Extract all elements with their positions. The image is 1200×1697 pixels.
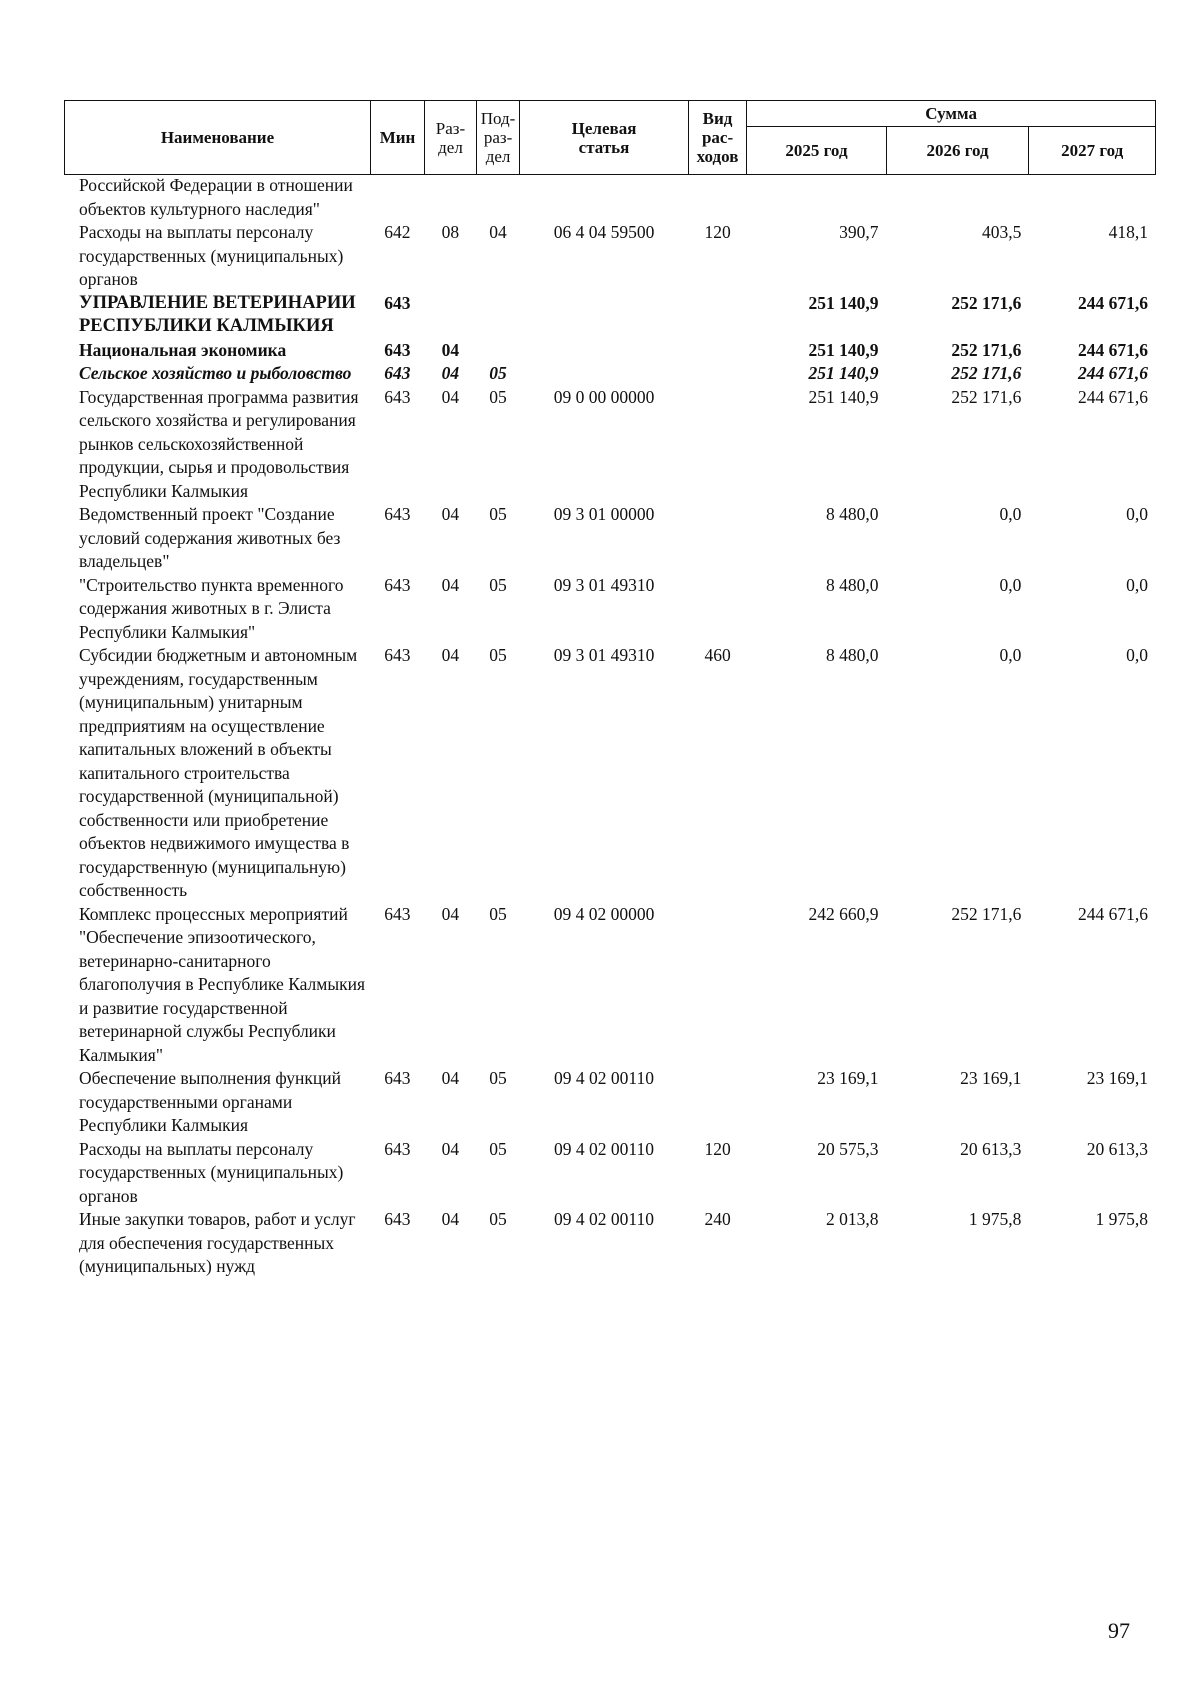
row-min xyxy=(370,174,424,221)
row-name: Российской Федерации в отношении объектов культурного наследия" xyxy=(79,175,353,219)
row-min: 643 xyxy=(384,363,411,383)
row-target: 09 4 02 00110 xyxy=(554,1068,654,1088)
table-row xyxy=(64,1208,1156,1279)
row-sum-2025: 251 140,9 xyxy=(808,363,879,383)
row-vid xyxy=(688,174,746,221)
row-sum-2026: 0,0 xyxy=(999,504,1022,524)
row-target: 09 4 02 00110 xyxy=(554,1209,654,1229)
row-razdel xyxy=(424,174,476,221)
row-sum-2027: 20 613,3 xyxy=(1086,1138,1148,1159)
row-name: Ведомственный проект "Создание условий содержания животных без владельцев" xyxy=(79,504,341,571)
table-row xyxy=(64,644,1156,903)
row-razdel xyxy=(424,292,476,339)
header-podrazdel: Под- раз- дел xyxy=(476,101,519,175)
row-sum-2025: 2 013,8 xyxy=(825,1209,879,1229)
row-name: Комплекс процессных мероприятий "Обеспечение эпизоотического, ветеринарно-санитарного благополучия в Республике Калмыкия и развитие государственной ветеринарной службы Республики Калмыкия" xyxy=(79,903,366,1065)
table-row xyxy=(64,221,1156,292)
row-sum-2027: 1 975,8 xyxy=(1095,1209,1148,1229)
row-vid xyxy=(688,292,746,339)
table-row xyxy=(64,1067,1156,1138)
row-target: 09 3 01 49310 xyxy=(553,574,655,595)
row-sum-2027 xyxy=(1029,174,1156,221)
table-header xyxy=(64,100,1156,175)
row-sum-2026: 252 171,6 xyxy=(951,903,1022,924)
table-row xyxy=(64,1138,1156,1209)
header-name: Наименование xyxy=(65,101,371,175)
row-razdel: 04 xyxy=(441,386,460,407)
row-podrazdel xyxy=(476,339,519,363)
row-min: 643 xyxy=(384,574,411,595)
table-row xyxy=(64,503,1156,574)
row-name: Обеспечение выполнения функций государственными органами Республики Калмыкия xyxy=(79,1068,341,1135)
row-podrazdel xyxy=(476,292,519,339)
row-vid: 460 xyxy=(704,645,731,665)
row-min: 642 xyxy=(384,222,411,242)
row-min: 643 xyxy=(384,1209,411,1229)
row-sum-2027: 418,1 xyxy=(1108,222,1148,242)
header-2026: 2026 год xyxy=(886,127,1029,175)
row-sum-2025: 23 169,1 xyxy=(817,1068,879,1088)
row-sum-2027: 0,0 xyxy=(1126,504,1148,524)
row-min: 643 xyxy=(384,504,411,524)
row-sum-2027: 244 671,6 xyxy=(1078,386,1148,407)
row-sum-2026: 0,0 xyxy=(999,645,1022,665)
header-tselevaya: Целевая статья xyxy=(520,101,689,175)
header-min: Мин xyxy=(370,101,424,175)
row-target: 09 3 01 00000 xyxy=(553,504,655,524)
table-row xyxy=(64,903,1156,1068)
row-vid: 240 xyxy=(704,1209,731,1229)
row-min: 643 xyxy=(384,1138,411,1159)
row-sum-2025: 8 480,0 xyxy=(825,574,879,595)
row-sum-2026: 252 171,6 xyxy=(951,386,1022,407)
header-2025: 2025 год xyxy=(747,127,886,175)
row-podrazdel: 04 xyxy=(489,222,507,242)
table-row xyxy=(64,292,1156,339)
header-vid: Вид рас- ходов xyxy=(688,101,746,175)
row-min: 643 xyxy=(384,1068,411,1088)
row-name: Субсидии бюджетным и автономным учреждениям, государственным (муниципальным) унитарным предприятиям на осуществление капитальных вложений в объекты капитального строительства государственной (муниципальной) собственности или приобретение объектов недвижимого имущества в государственную (муниципальную) собственность xyxy=(79,645,358,900)
table-row xyxy=(64,362,1156,386)
row-target: 09 3 01 49310 xyxy=(553,645,655,665)
row-vid xyxy=(688,903,746,1068)
row-sum-2026: 1 975,8 xyxy=(968,1209,1022,1229)
row-name: Национальная экономика xyxy=(79,339,287,360)
header-2027: 2027 год xyxy=(1029,127,1156,175)
row-vid xyxy=(688,339,746,363)
row-name: Расходы на выплаты персоналу государственных (муниципальных) органов xyxy=(79,1138,344,1206)
row-razdel: 04 xyxy=(441,903,460,924)
row-target: 09 4 02 00110 xyxy=(554,1138,654,1159)
row-sum-2027: 244 671,6 xyxy=(1078,292,1148,313)
table-row xyxy=(64,174,1156,221)
row-name: Государственная программа развития сельского хозяйства и регулирования рынков сельскохозяйственной продукции, сырья и продовольствия Республики Калмыкия xyxy=(79,386,359,501)
row-sum-2025: 242 660,9 xyxy=(808,903,879,924)
row-target xyxy=(520,339,689,363)
row-sum-2025: 251 140,9 xyxy=(808,386,879,407)
table-row xyxy=(64,574,1156,645)
row-sum-2027: 0,0 xyxy=(1126,574,1148,595)
row-razdel: 08 xyxy=(441,222,460,242)
row-sum-2025: 251 140,9 xyxy=(808,339,879,360)
row-razdel: 04 xyxy=(441,1068,460,1088)
row-razdel: 04 xyxy=(441,1209,460,1229)
header-razdel: Раз- дел xyxy=(425,101,477,175)
table-row xyxy=(64,386,1156,504)
row-podrazdel xyxy=(476,174,519,221)
row-target xyxy=(520,292,689,339)
row-name: УПРАВЛЕНИЕ ВЕТЕРИНАРИИ РЕСПУБЛИКИ КАЛМЫКИЯ xyxy=(79,292,356,336)
page-number: 97 xyxy=(1108,1618,1130,1643)
row-podrazdel: 05 xyxy=(489,903,507,924)
row-vid: 120 xyxy=(704,222,731,242)
row-sum-2025: 20 575,3 xyxy=(817,1138,879,1159)
row-sum-2025: 251 140,9 xyxy=(808,292,879,313)
row-podrazdel: 05 xyxy=(489,645,507,665)
row-sum-2026: 252 171,6 xyxy=(951,363,1022,383)
row-name: Сельское хозяйство и рыболовство xyxy=(79,363,352,383)
row-sum-2025: 390,7 xyxy=(839,222,879,242)
row-razdel: 04 xyxy=(441,1138,460,1159)
row-razdel: 04 xyxy=(441,363,460,383)
row-sum-2026: 0,0 xyxy=(999,574,1022,595)
budget-table xyxy=(64,174,1156,1279)
row-sum-2027: 23 169,1 xyxy=(1086,1068,1148,1088)
row-razdel: 04 xyxy=(441,574,460,595)
row-sum-2026: 252 171,6 xyxy=(951,339,1022,360)
row-sum-2027: 244 671,6 xyxy=(1078,363,1148,383)
row-target xyxy=(520,174,689,221)
row-target: 09 4 02 00000 xyxy=(553,903,655,924)
row-target xyxy=(520,362,689,386)
row-podrazdel: 05 xyxy=(489,1209,507,1229)
row-min: 643 xyxy=(384,292,411,313)
header-summa: Сумма xyxy=(747,101,1156,127)
row-min: 643 xyxy=(384,386,411,407)
row-sum-2026: 252 171,6 xyxy=(951,292,1022,313)
row-vid xyxy=(688,1067,746,1138)
row-sum-2026: 20 613,3 xyxy=(960,1138,1022,1159)
row-vid xyxy=(688,386,746,504)
row-sum-2027: 0,0 xyxy=(1126,645,1148,665)
row-sum-2025: 8 480,0 xyxy=(825,504,879,524)
row-sum-2025 xyxy=(747,174,887,221)
row-razdel: 04 xyxy=(441,645,460,665)
table-row xyxy=(64,339,1156,363)
row-vid xyxy=(688,574,746,645)
row-min: 643 xyxy=(384,903,411,924)
row-podrazdel: 05 xyxy=(489,574,507,595)
row-min: 643 xyxy=(384,645,411,665)
row-sum-2026: 23 169,1 xyxy=(960,1068,1022,1088)
row-vid xyxy=(688,362,746,386)
row-name: Иные закупки товаров, работ и услуг для обеспечения государственных (муниципальных) нужд xyxy=(79,1209,356,1276)
row-target: 09 0 00 00000 xyxy=(553,386,655,407)
row-vid: 120 xyxy=(704,1138,731,1159)
row-podrazdel: 05 xyxy=(489,504,507,524)
row-target: 06 4 04 59500 xyxy=(553,222,655,242)
row-min: 643 xyxy=(384,339,411,360)
row-podrazdel: 05 xyxy=(489,363,507,383)
row-razdel: 04 xyxy=(441,504,460,524)
row-vid xyxy=(688,503,746,574)
row-podrazdel: 05 xyxy=(489,1068,507,1088)
row-sum-2027: 244 671,6 xyxy=(1078,903,1148,924)
row-name: "Строительство пункта временного содержания животных в г. Элиста Республики Калмыкия" xyxy=(79,574,344,642)
row-sum-2025: 8 480,0 xyxy=(825,645,879,665)
row-razdel: 04 xyxy=(441,339,460,360)
row-podrazdel: 05 xyxy=(489,1138,507,1159)
row-sum-2026 xyxy=(886,174,1029,221)
row-sum-2026: 403,5 xyxy=(981,222,1022,242)
row-name: Расходы на выплаты персоналу государственных (муниципальных) органов xyxy=(79,222,344,289)
row-podrazdel: 05 xyxy=(489,386,507,407)
row-sum-2027: 244 671,6 xyxy=(1078,339,1148,360)
